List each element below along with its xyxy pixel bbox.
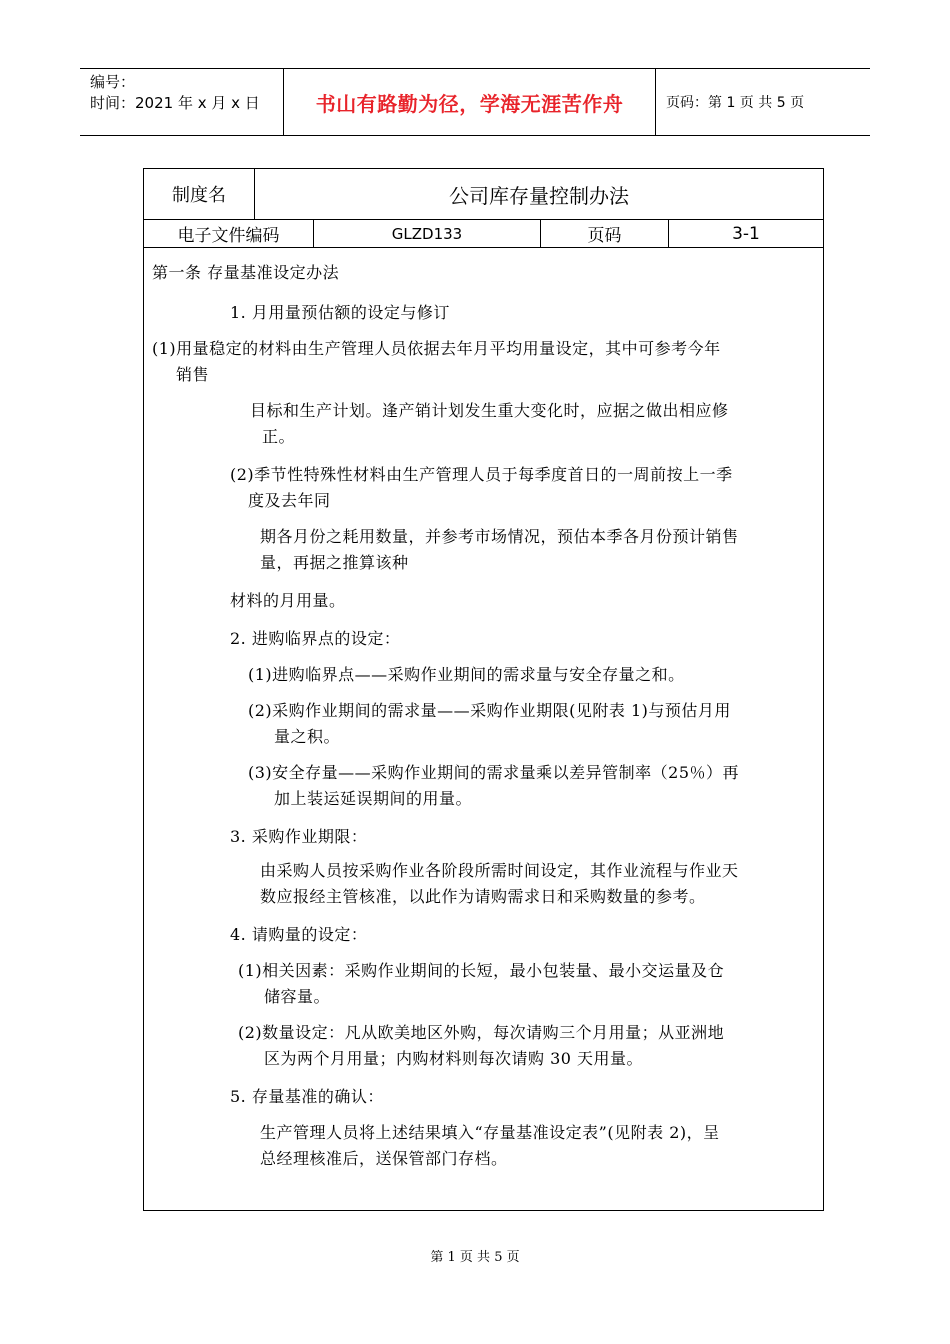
header-motto: 书山有路勤为径，学海无涯苦作舟: [283, 69, 656, 135]
page-header: [80, 68, 870, 136]
title-label: 制度名: [144, 169, 255, 219]
section-1-paragraph-2-end: 材料的月用量。: [230, 591, 346, 610]
section-4-paragraph-2: (2)数量设定：凡从欧美地区外购，每次请购三个月用量；从亚洲地 区为两个月用量；内购材料则每次请购 30 天用量。: [238, 1023, 725, 1068]
page-footer: 第 1 页 共 5 页: [430, 1250, 520, 1265]
header-page-info: 页码：第 1 页 共 5 页: [666, 95, 805, 111]
section-2-title: 2. 进购临界点的设定：: [230, 629, 401, 648]
section-1-paragraph-1-cont: 目标和生产计划。逢产销计划发生重大变化时，应据之做出相应修 正。: [250, 401, 729, 446]
article-heading: 第一条 存量基准设定办法: [152, 263, 340, 282]
file-code-label: 电子文件编码: [144, 220, 314, 247]
section-1-paragraph-1: (1)用量稳定的材料由生产管理人员依据去年月平均用量设定，其中可参考今年 销售: [152, 339, 721, 384]
header-meta: [80, 69, 283, 135]
section-4-title: 4. 请购量的设定：: [230, 925, 368, 944]
section-4-paragraph-1: (1)相关因素：采购作业期间的长短，最小包装量、最小交运量及仓 储容量。: [238, 961, 725, 1006]
section-2-paragraph-3: (3)安全存量——采购作业期间的需求量乘以差异管制率（25％）再 加上装运延误期间的用量。: [248, 763, 740, 808]
section-1-title: 1. 月用量预估额的设定与修订: [230, 303, 450, 322]
page-value: 3-1: [732, 223, 760, 244]
section-5-title: 5. 存量基准的确认：: [230, 1087, 384, 1106]
section-1-paragraph-2-cont: 期各月份之耗用数量，并参考市场情况，预估本季各月份预计销售 量，再据之推算该种: [260, 527, 739, 572]
title-row: [144, 169, 823, 220]
file-code-value: GLZD133: [314, 220, 541, 247]
document-number-label: 编号：: [90, 73, 136, 91]
section-2-paragraph-2: (2)采购作业期间的需求量——采购作业期限(见附表 1)与预估月用 量之积。: [248, 701, 731, 746]
section-2-paragraph-1: (1)进购临界点——采购作业期间的需求量与安全存量之和。: [248, 665, 685, 684]
section-3-paragraph-1: 由采购人员按采购作业各阶段所需时间设定，其作业流程与作业天 数应报经主管核准，以此作为请购需求日和采购数量的参考。: [260, 861, 739, 906]
document-time-label: 时间：2021 年 x 月 x 日: [90, 94, 260, 112]
document-title: 公司库存量控制办法: [449, 183, 629, 208]
regulation-document: [143, 168, 824, 1211]
section-5-paragraph-1: 生产管理人员将上述结果填入“存量基准设定表”(见附表 2)，呈 总经理核准后，送保管部门存档。: [260, 1123, 720, 1168]
section-3-title: 3. 采购作业期限：: [230, 827, 368, 846]
page-label: 页码: [541, 220, 669, 247]
section-1-paragraph-2: (2)季节性特殊性材料由生产管理人员于每季度首日的一周前按上一季 度及去年同: [230, 465, 733, 510]
code-row: [144, 220, 823, 248]
